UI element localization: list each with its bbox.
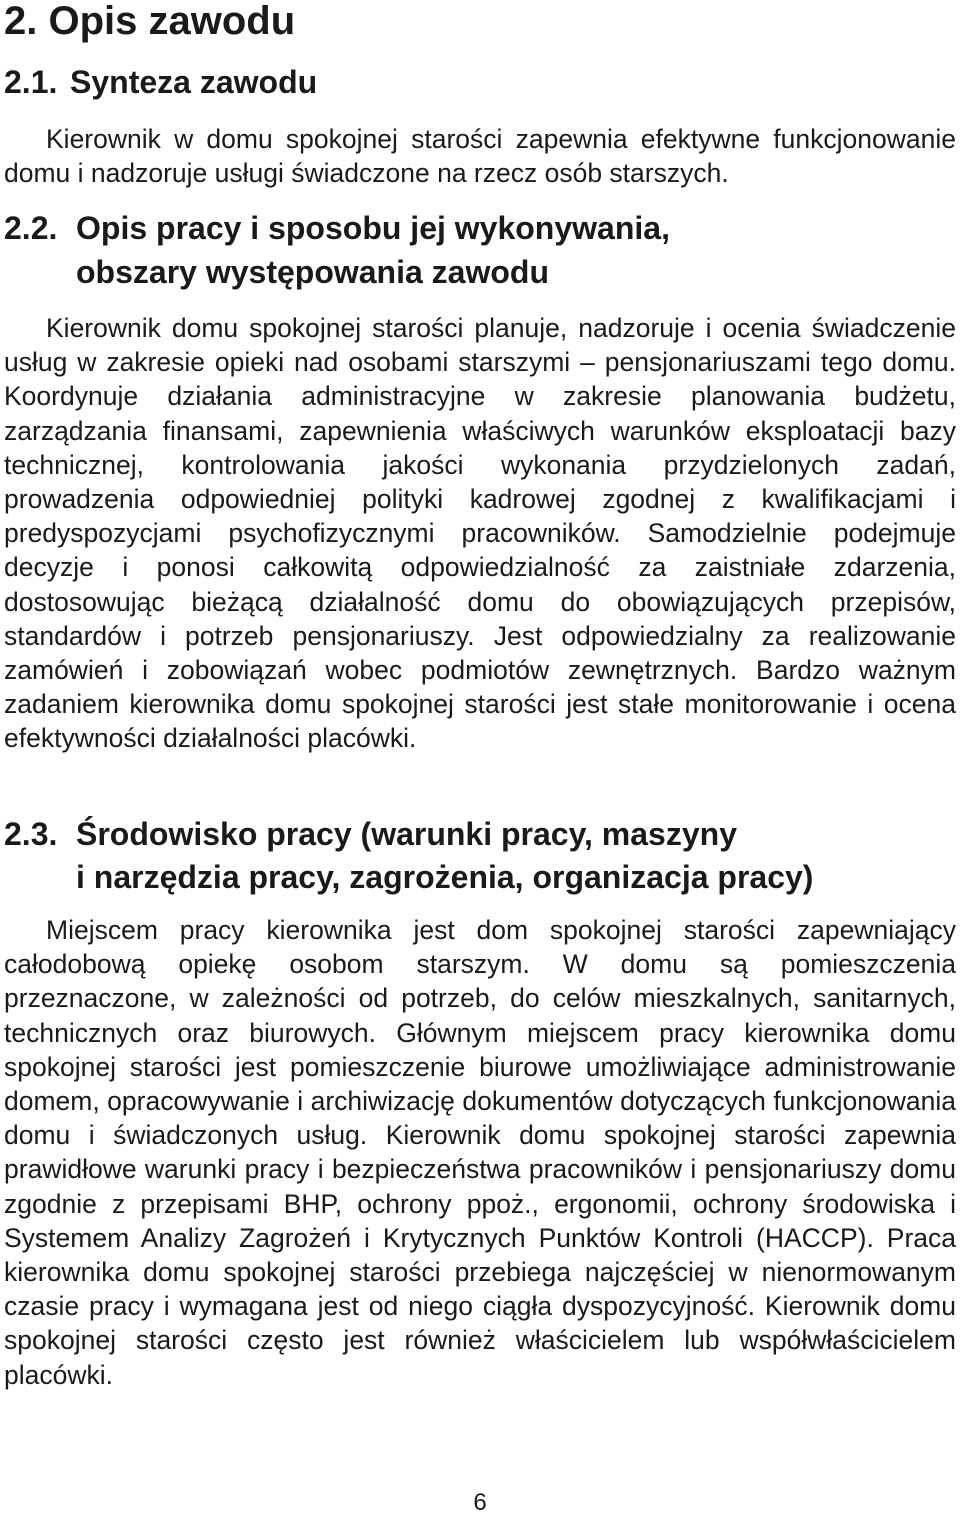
- section-title-line: Synteza zawodu: [70, 64, 318, 100]
- section-number: 2.2.: [4, 210, 58, 246]
- page-number: 6: [473, 1489, 487, 1516]
- section-number: 2.1.: [4, 64, 58, 100]
- section-heading-2-2: [4, 208, 670, 248]
- section-heading-2-3-line2: i narzędzia pracy, zagrożenia, organizacja pracy): [76, 859, 814, 895]
- section-heading-2-3: [4, 814, 737, 854]
- section-body-2-3: Miejscem pracy kierownika jest dom spokojnej starości zapewniający całodobową opiekę osobom starszym. W domu są pomieszczenia przeznaczone, w zależności od potrzeb, do celów mieszkalnych, sanitarnych, technicznych oraz biurowych. Głównym miejscem pracy kierownika domu spokojnej starości jest pomieszczenie biurowe umożliwiające administrowanie domem, opracowywanie i archiwizację dokumentów dotyczących funkcjonowania domu i świadczonych usług. Kierownik domu spokojnej starości zapewnia prawidłowe warunki pracy i bezpieczeństwa pracowników i pensjonariuszy domu zgodnie z przepisami BHP, ochrony ppoż., ergonomii, ochrony środowiska i Systemem Analizy Zagrożeń i Krytycznych Punktów Kontroli (HACCP). Praca kierownika domu spokojnej starości przebiega najczęściej w nienormowanym czasie pracy i wymagana jest od niego ciągła dyspozycyjność. Kierownik domu spokojnej starości często jest również właścicielem lub współwłaścicielem placówki.: [4, 915, 956, 1390]
- section-number: 2.3.: [4, 816, 58, 852]
- section-heading-2-1: [4, 62, 317, 102]
- section-body-2-2: Kierownik domu spokojnej starości planuje, nadzoruje i ocenia świadczenie usług w zakresie opieki nad osobami starszymi – pensjonariuszami tego domu. Koordynuje działania administracyjne w zakresie planowania budżetu, zarządzania finansami, zapewnienia właściwych warunków eksploatacji bazy technicznej, kontrolowania jakości wykonania przydzielonych zadań, prowadzenia odpowiedniej polityki kadrowej zgodnej z kwalifikacjami i predyspozycjami psychofizycznymi pracowników. Samodzielnie podejmuje decyzje i ponosi całkowitą odpowiedzialność za zaistniałe zdarzenia, dostosowując bieżącą działalność domu do obowiązujących przepisów, standardów i potrzeb pensjonariuszy. Jest odpowiedzialny za realizowanie zamówień i zobowiązań wobec podmiotów zewnętrznych. Bardzo ważnym zadaniem kierownika domu spokojnej starości jest stałe monitorowanie i ocena efektywności działalności placówki.: [4, 313, 956, 754]
- section-title-line: Opis pracy i sposobu jej wykonywania,: [76, 210, 670, 246]
- section-heading-2-2-line2: obszary występowania zawodu: [76, 254, 549, 290]
- chapter-title: 2. Opis zawodu: [4, 0, 296, 43]
- section-title-line: Środowisko pracy (warunki pracy, maszyny: [76, 816, 737, 852]
- section-body-2-1: Kierownik w domu spokojnej starości zapewnia efektywne funkcjonowanie domu i nadzoruje usługi świadczone na rzecz osób starszych.: [4, 124, 956, 189]
